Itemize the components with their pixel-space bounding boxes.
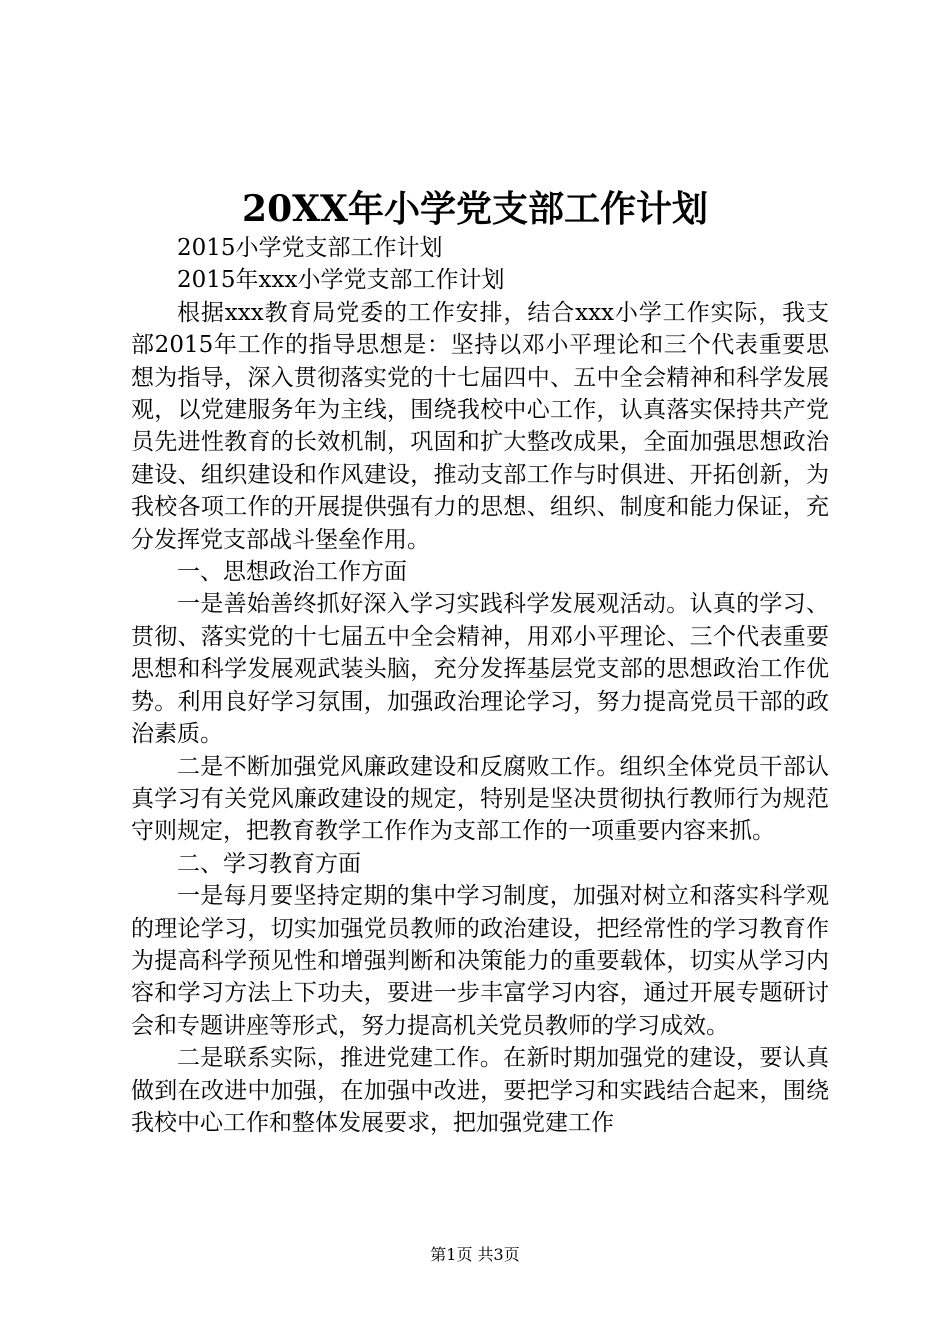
paragraph-subtitle-1: 2015小学党支部工作计划 xyxy=(177,235,443,261)
section-heading-political-work: 一、思想政治工作方面 xyxy=(177,559,407,586)
paragraph-study-2: 二是联系实际，推进党建工作。在新时期加强党的建设，要认真做到在改进中加强，在加强中改进，要把学习和实践结合起来，围绕我校中心工作和整体发展要求，把加强党建工作 xyxy=(131,1045,829,1136)
paragraph-study-1: 一是每月要坚持定期的集中学习制度，加强对树立和落实科学观的理论学习，切实加强党员教师的政治建设，把经常性的学习教育作为提高科学预见性和增强判断和决策能力的重要载体，切实从学习内容和学习方法上下功夫，要进一步丰富学习内容，通过开展专题研讨会和专题讲座等形式，努力提高机关党员教师的学习成效。 xyxy=(131,883,829,1039)
paragraph-guiding-thought: 根据xxx教育局党委的工作安排，结合xxx小学工作实际，我支部2015年工作的指导思想是：坚持以邓小平理论和三个代表重要思想为指导，深入贯彻落实党的十七届四中、五中全会精神和科学发展观，以党建服务年为主线，围绕我校中心工作，认真落实保持共产党员先进性教育的长效机制，巩固和扩大整改成果，全面加强思想政治建设、组织建设和作风建设，推动支部工作与时俱进、开拓创新，为我校各项工作的开展提供强有力的思想、组织、制度和能力保证，充分发挥党支部战斗堡垒作用。 xyxy=(131,299,829,553)
paragraph-political-2: 二是不断加强党风廉政建设和反腐败工作。组织全体党员干部认真学习有关党风廉政建设的规定，特别是坚决贯彻执行教师行为规范守则规定，把教育教学工作作为支部工作的一项重要内容来抓。 xyxy=(131,753,829,845)
document-body xyxy=(131,232,829,1139)
section-heading-study-education: 二、学习教育方面 xyxy=(177,850,361,877)
paragraph-subtitle-2: 2015年xxx小学党支部工作计划 xyxy=(177,267,505,294)
document-title: 20XX年小学党支部工作计划 xyxy=(242,188,708,230)
paragraph-political-1: 一是善始善终抓好深入学习实践科学发展观活动。认真的学习、贯彻、落实党的十七届五中全会精神，用邓小平理论、三个代表重要思想和科学发展观武装头脑，充分发挥基层党支部的思想政治工作优势。利用良好学习氛围，加强政治理论学习，努力提高党员干部的政治素质。 xyxy=(131,591,829,748)
page-footer: 第1页 共3页 xyxy=(430,1245,520,1264)
